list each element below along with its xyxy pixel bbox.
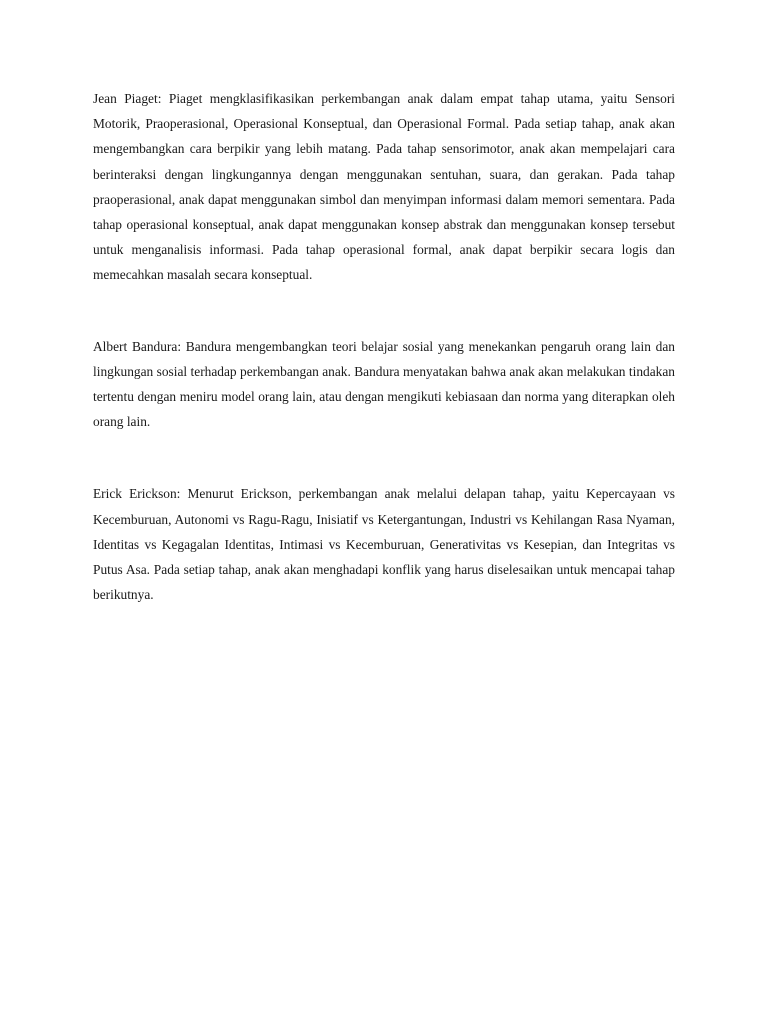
- paragraph-bandura: Albert Bandura: Bandura mengembangkan teori belajar sosial yang menekankan pengaruh orang lain dan lingkungan sosial terhadap perkembangan anak. Bandura menyatakan bahwa anak akan melakukan tindakan tertentu dengan meniru model orang lain, atau dengan mengikuti kebiasaan dan norma yang diterapkan oleh orang lain.: [93, 338, 675, 430]
- paragraph-erickson: Erick Erickson: Menurut Erickson, perkembangan anak melalui delapan tahap, yaitu Kepercayaan vs Kecemburuan, Autonomi vs Ragu-Ragu, Inisiatif vs Ketergantungan, Industri vs Kehilangan Rasa Nyaman, Identitas vs Kegagalan Identitas, Intimasi vs Kecemburuan, Generativitas vs Kesepian, dan Integritas vs Putus Asa. Pada setiap tahap, anak akan menghadapi konflik yang harus diselesaikan untuk mencapai tahap berikutnya.: [93, 486, 675, 603]
- paragraph-piaget: Jean Piaget: Piaget mengklasifikasikan perkembangan anak dalam empat tahap utama, yaitu Sensori Motorik, Praoperasional, Operasional Konseptual, dan Operasional Formal. Pada setiap tahap, anak akan mengembangkan cara berpikir yang lebih matang. Pada tahap sensorimotor, anak akan mempelajari cara berinteraksi dengan lingkungannya dengan menggunakan sentuhan, suara, dan gerakan. Pada tahap praoperasional, anak dapat menggunakan simbol dan menyimpan informasi dalam memori sementara. Pada tahap operasional konseptual, anak dapat menggunakan konsep abstrak dan menggunakan konsep tersebut untuk menganalisis informasi. Pada tahap operasional formal, anak dapat berpikir secara logis dan memecahkan masalah secara konseptual.: [93, 91, 675, 283]
- document-body: [93, 86, 675, 607]
